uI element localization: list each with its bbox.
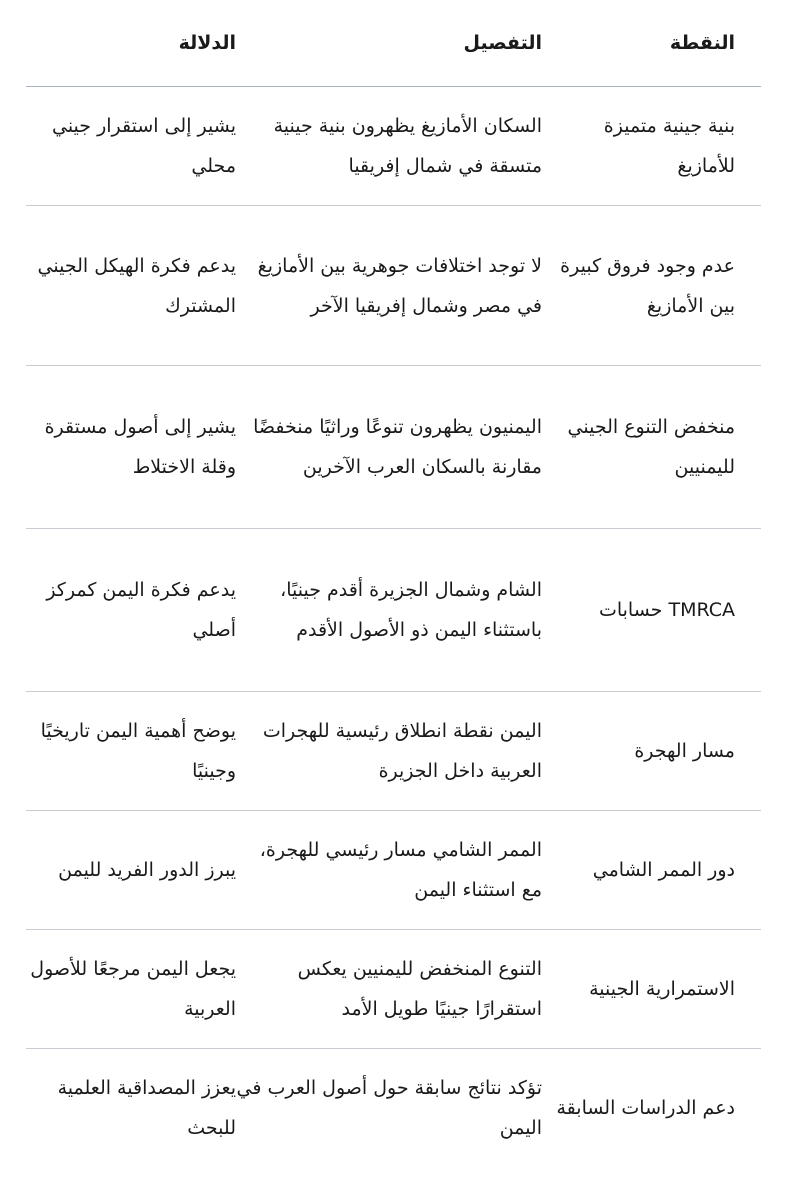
- cell-detail: الممر الشامي مسار رئيسي للهجرة، مع استثناء اليمن: [236, 811, 548, 930]
- cell-detail: السكان الأمازيغ يظهرون بنية جينية متسقة في شمال إفريقيا: [236, 87, 548, 206]
- cell-significance: يجعل اليمن مرجعًا للأصول العربية: [26, 930, 236, 1049]
- cell-significance: يشير إلى استقرار جيني محلي: [26, 87, 236, 206]
- table-row: [26, 930, 761, 1049]
- cell-point: منخفض التنوع الجيني لليمنيين: [548, 366, 761, 529]
- cell-significance: يدعم فكرة اليمن كمركز أصلي: [26, 529, 236, 692]
- cell-significance: يشير إلى أصول مستقرة وقلة الاختلاط: [26, 366, 236, 529]
- cell-detail: التنوع المنخفض لليمنيين يعكس استقرارًا جينيًا طويل الأمد: [236, 930, 548, 1049]
- cell-detail: الشام وشمال الجزيرة أقدم جينيًا، باستثناء اليمن ذو الأصول الأقدم: [236, 529, 548, 692]
- cell-point: مسار الهجرة: [548, 692, 761, 811]
- cell-detail: لا توجد اختلافات جوهرية بين الأمازيغ في مصر وشمال إفريقيا الآخر: [236, 206, 548, 366]
- cell-point: الاستمرارية الجينية: [548, 930, 761, 1049]
- table-row: [26, 206, 761, 366]
- cell-detail: اليمنيون يظهرون تنوعًا وراثيًا منخفضًا مقارنة بالسكان العرب الآخرين: [236, 366, 548, 529]
- table-header-row: [26, 0, 761, 87]
- cell-significance: يوضح أهمية اليمن تاريخيًا وجينيًا: [26, 692, 236, 811]
- table-row: [26, 529, 761, 692]
- table-row: [26, 811, 761, 930]
- cell-point: TMRCA حسابات: [548, 529, 761, 692]
- table-row: [26, 1049, 761, 1167]
- table-row: [26, 87, 761, 206]
- header-point: النقطة: [548, 0, 761, 87]
- cell-point: دعم الدراسات السابقة: [556, 1096, 735, 1119]
- table-row: [26, 692, 761, 811]
- cell-detail: اليمن نقطة انطلاق رئيسية للهجرات العربية داخل الجزيرة: [236, 692, 548, 811]
- cell-point: عدم وجود فروق كبيرة بين الأمازيغ: [548, 206, 761, 366]
- cell-point: بنية جينية متميزة للأمازيغ: [548, 87, 761, 206]
- comparison-table: [26, 0, 761, 1166]
- cell-point: دور الممر الشامي: [548, 811, 761, 930]
- cell-detail: تؤكد نتائج سابقة حول أصول العرب في اليمن: [236, 1076, 542, 1139]
- cell-significance: يعزز المصداقية العلمية للبحث: [57, 1076, 236, 1139]
- header-detail: التفصيل: [236, 0, 548, 87]
- cell-significance: يدعم فكرة الهيكل الجيني المشترك: [26, 206, 236, 366]
- cell-significance: يبرز الدور الفريد لليمن: [26, 811, 236, 930]
- table-row: [26, 366, 761, 529]
- header-significance: الدلالة: [26, 0, 236, 87]
